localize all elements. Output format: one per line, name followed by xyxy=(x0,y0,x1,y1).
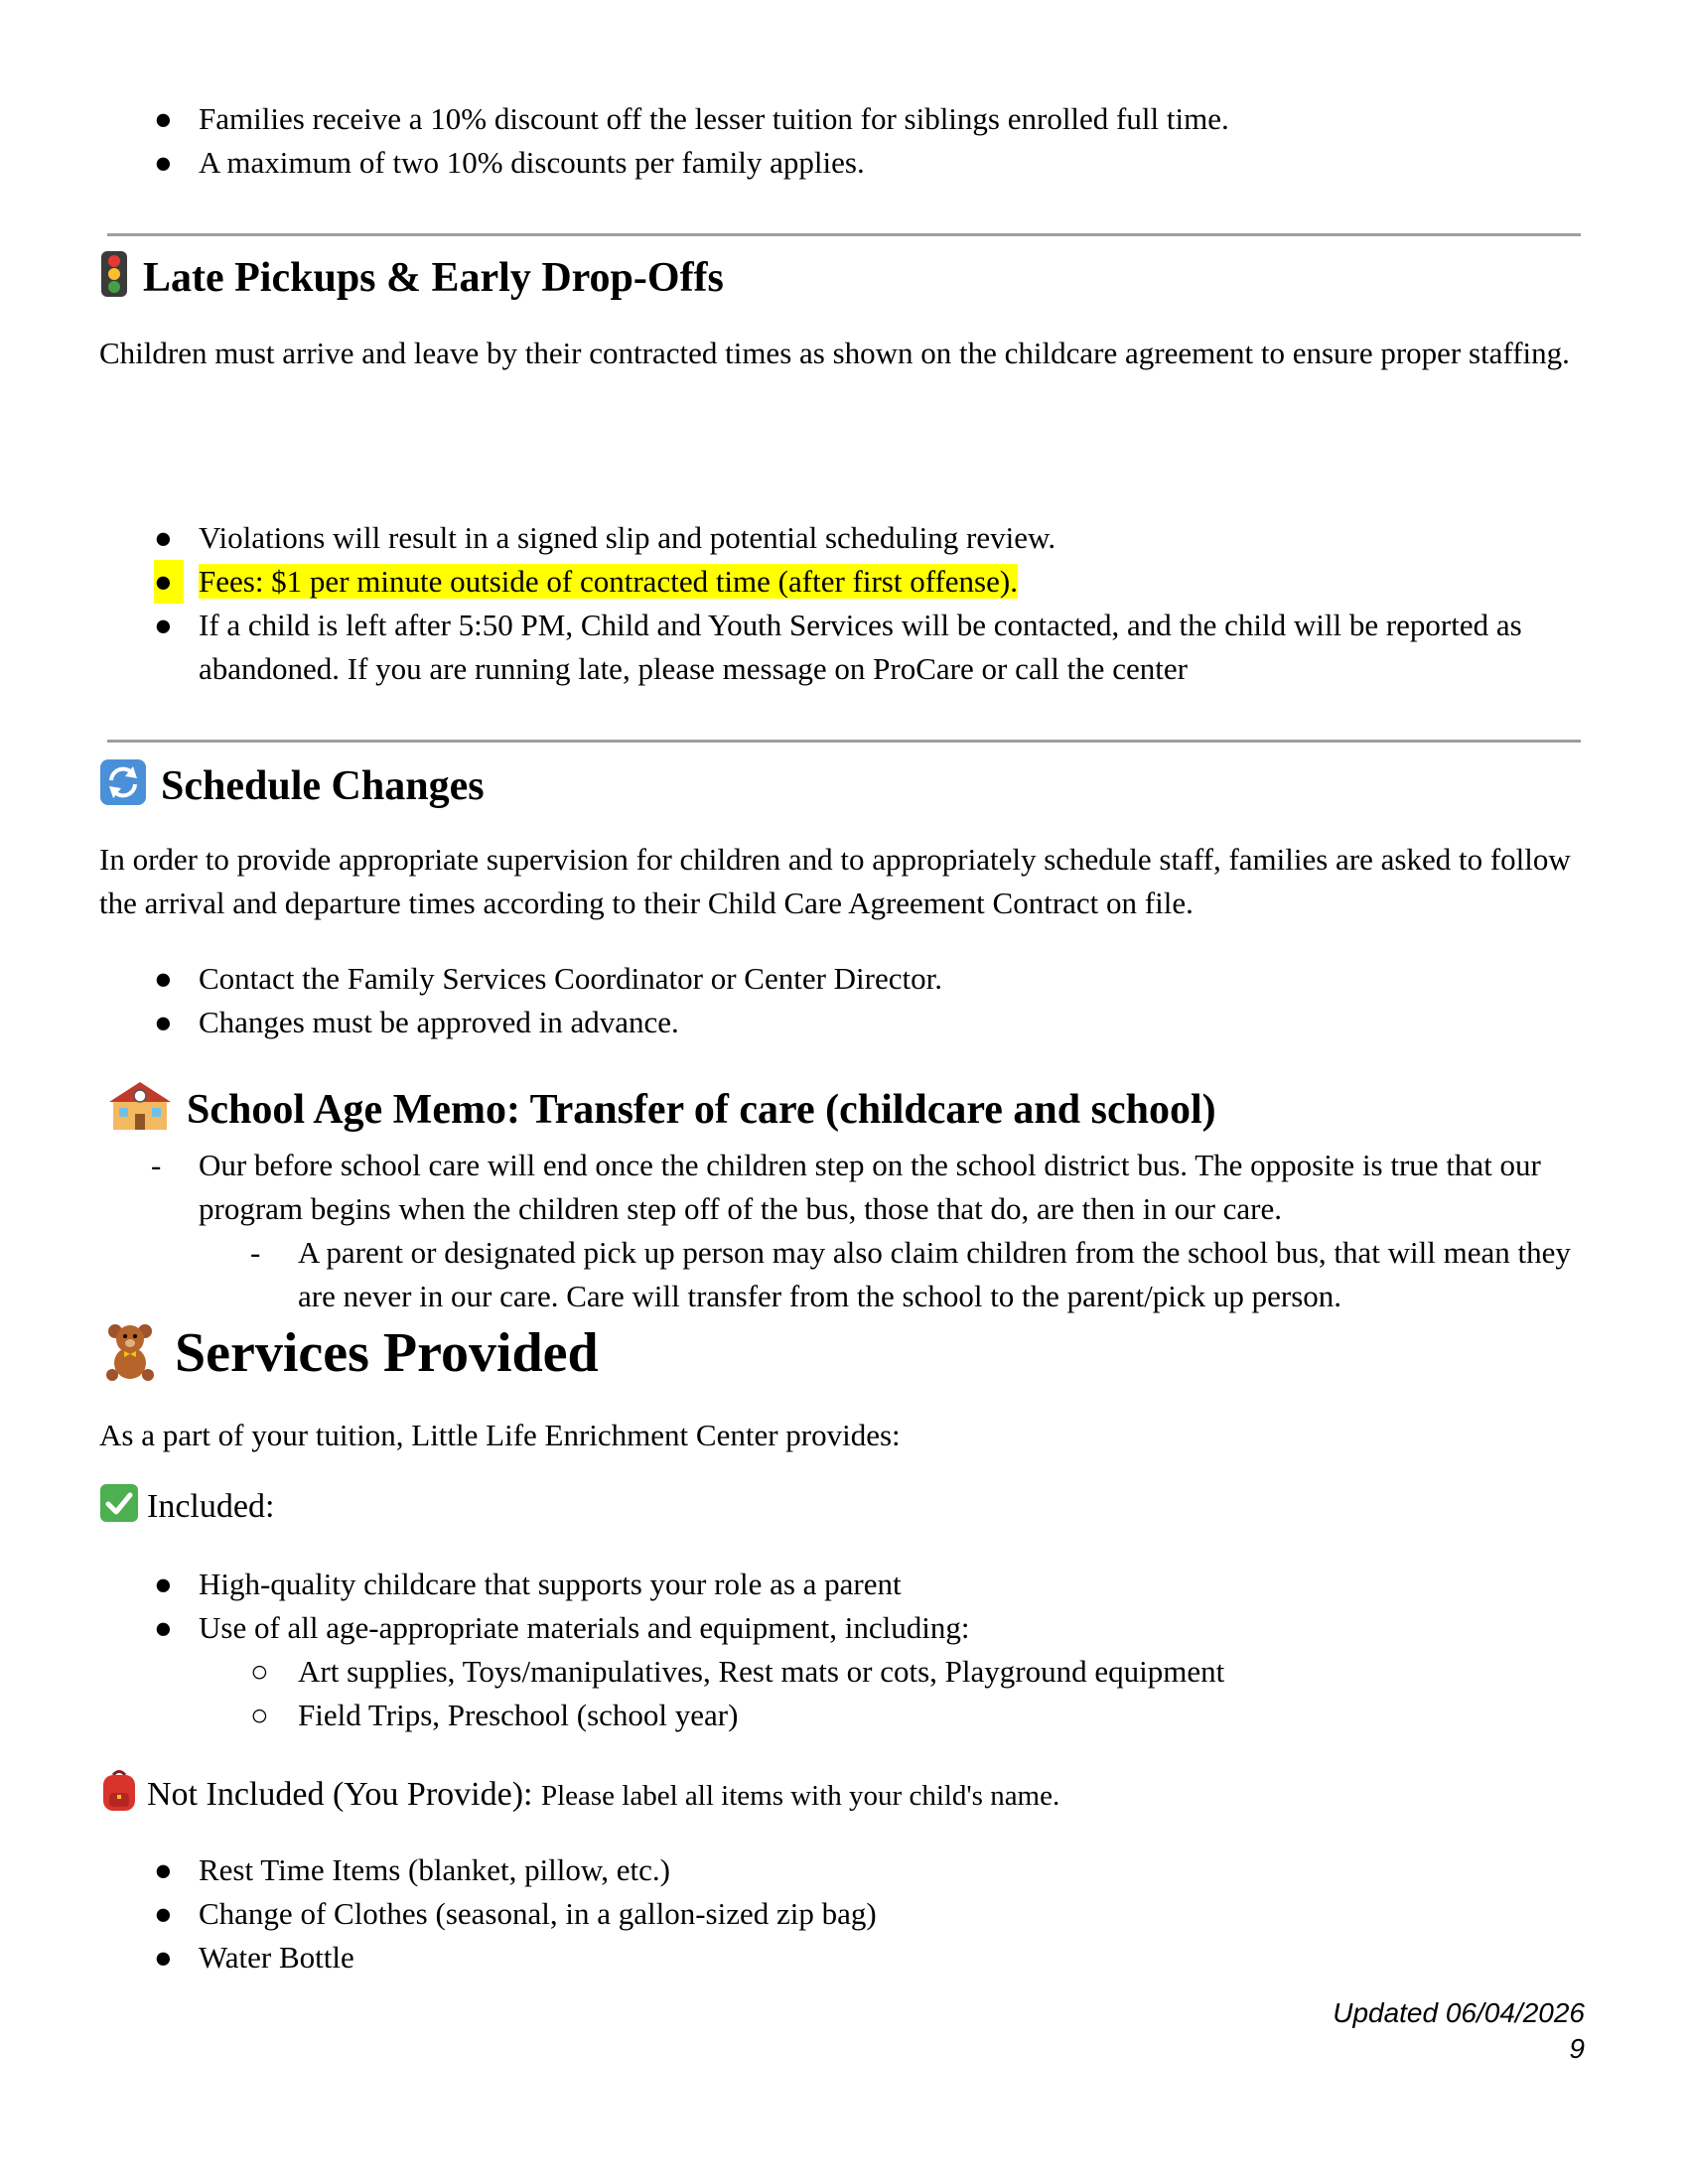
not-included-label-line xyxy=(99,1769,1589,1825)
section-title: School Age Memo: Transfer of care (childcare and school) xyxy=(187,1087,1216,1134)
list-item xyxy=(154,516,1589,560)
list-item-text: Change of Clothes (seasonal, in a gallon-sized zip bag) xyxy=(199,1896,877,1931)
bullet: ● xyxy=(154,1940,173,1975)
section-title: Services Provided xyxy=(175,1322,599,1384)
list-item-text: Art supplies, Toys/manipulatives, Rest mats or cots, Playground equipment xyxy=(298,1654,1225,1689)
list-item-text: If a child is left after 5:50 PM, Child and Youth Services will be contacted, and the child will be reported as abandoned. If you are running late, please message on ProCare or call the center xyxy=(199,608,1522,686)
list-item-text: Rest Time Items (blanket, pillow, etc.) xyxy=(199,1852,670,1887)
included-label-line xyxy=(99,1483,1589,1535)
list-item-text: Families receive a 10% discount off the lesser tuition for siblings enrolled full time. xyxy=(199,101,1229,136)
list-item xyxy=(151,1144,1589,1231)
section-title: Schedule Changes xyxy=(161,763,485,810)
backpack-icon xyxy=(99,1769,139,1825)
label-note: Please label all items with your child's name. xyxy=(540,1779,1060,1812)
list-item xyxy=(154,1606,1589,1650)
bullet: ● xyxy=(154,520,173,555)
bullet: ● xyxy=(154,1005,173,1039)
paragraph: In order to provide appropriate supervision for children and to appropriately schedule staff, families are asked to follow the arrival and departure times according to their Child Care Agreement Contract on file. xyxy=(99,842,1571,920)
list-item-highlighted xyxy=(154,560,1589,604)
sub-list-item xyxy=(250,1231,1589,1318)
paragraph: As a part of your tuition, Little Life Enrichment Center provides: xyxy=(99,1418,901,1452)
bullet: ● xyxy=(154,145,173,180)
list-item-text: Field Trips, Preschool (school year) xyxy=(298,1698,739,1732)
section-heading-school-memo xyxy=(107,1080,1216,1147)
list-item-text: Our before school care will end once the children step on the school district bus. The opposite is true that our program begins when the children step off of the bus, those that do, are then in our care. xyxy=(199,1148,1541,1226)
section-heading-schedule-changes xyxy=(99,758,485,821)
bullet: ● xyxy=(154,961,173,996)
dash-bullet: - xyxy=(250,1235,261,1270)
list-item xyxy=(154,1936,1589,1979)
list-item-text: Use of all age-appropriate materials and equipment, including: xyxy=(199,1610,970,1645)
bullet: ● xyxy=(154,560,184,604)
not-included-label: Not Included (You Provide): xyxy=(147,1775,533,1813)
section-heading-services xyxy=(99,1318,599,1398)
highlighted-text: Fees: $1 per minute outside of contracted time (after first offense). xyxy=(199,564,1018,599)
divider xyxy=(107,740,1581,743)
sub-list-item xyxy=(250,1650,1589,1694)
section-title: Late Pickups & Early Drop-Offs xyxy=(143,255,724,302)
list-item-text: High-quality childcare that supports your role as a parent xyxy=(199,1567,902,1601)
list-item-text: A maximum of two 10% discounts per family applies. xyxy=(199,145,865,180)
list-item xyxy=(154,1848,1589,1892)
bullet: ● xyxy=(154,1852,173,1887)
list-item xyxy=(154,957,1589,1001)
list-item xyxy=(154,141,1589,185)
section-heading-late-pickups xyxy=(99,250,724,313)
bullet: ● xyxy=(154,608,173,642)
teddy-bear-icon xyxy=(99,1319,161,1398)
footer xyxy=(1333,1995,1585,2067)
circle-bullet: ○ xyxy=(250,1698,269,1732)
check-mark-icon xyxy=(99,1483,139,1535)
circle-bullet: ○ xyxy=(250,1654,269,1689)
list-item-text: Violations will result in a signed slip and potential scheduling review. xyxy=(199,520,1056,555)
list-item-text: Changes must be approved in advance. xyxy=(199,1005,679,1039)
list-item xyxy=(154,1892,1589,1936)
bullet: ● xyxy=(154,1567,173,1601)
list-item xyxy=(154,1001,1589,1044)
list-item-text: Water Bottle xyxy=(199,1940,354,1975)
list-item xyxy=(154,97,1589,141)
included-label: Included: xyxy=(147,1487,275,1525)
list-item xyxy=(154,1563,1589,1606)
bullet: ● xyxy=(154,1896,173,1931)
paragraph: Children must arrive and leave by their contracted times as shown on the childcare agreement to ensure proper staffing. xyxy=(99,336,1570,370)
bullet: ● xyxy=(154,1610,173,1645)
list-item-text: Contact the Family Services Coordinator or Center Director. xyxy=(199,961,942,996)
arrows-cycle-icon xyxy=(99,758,147,821)
list-item-text: A parent or designated pick up person may also claim children from the school bus, that will mean they are never in our care. Care will transfer from the school to the parent/pick up person. xyxy=(298,1235,1571,1313)
traffic-light-icon xyxy=(99,250,129,313)
sub-list-item xyxy=(250,1694,1589,1737)
list-item xyxy=(154,604,1589,691)
page-number: 9 xyxy=(1569,2033,1585,2064)
bullet: ● xyxy=(154,101,173,136)
divider xyxy=(107,233,1581,236)
school-icon xyxy=(107,1080,173,1147)
dash-bullet: - xyxy=(151,1148,162,1182)
updated-date: Updated 06/04/2026 xyxy=(1333,1997,1585,2028)
